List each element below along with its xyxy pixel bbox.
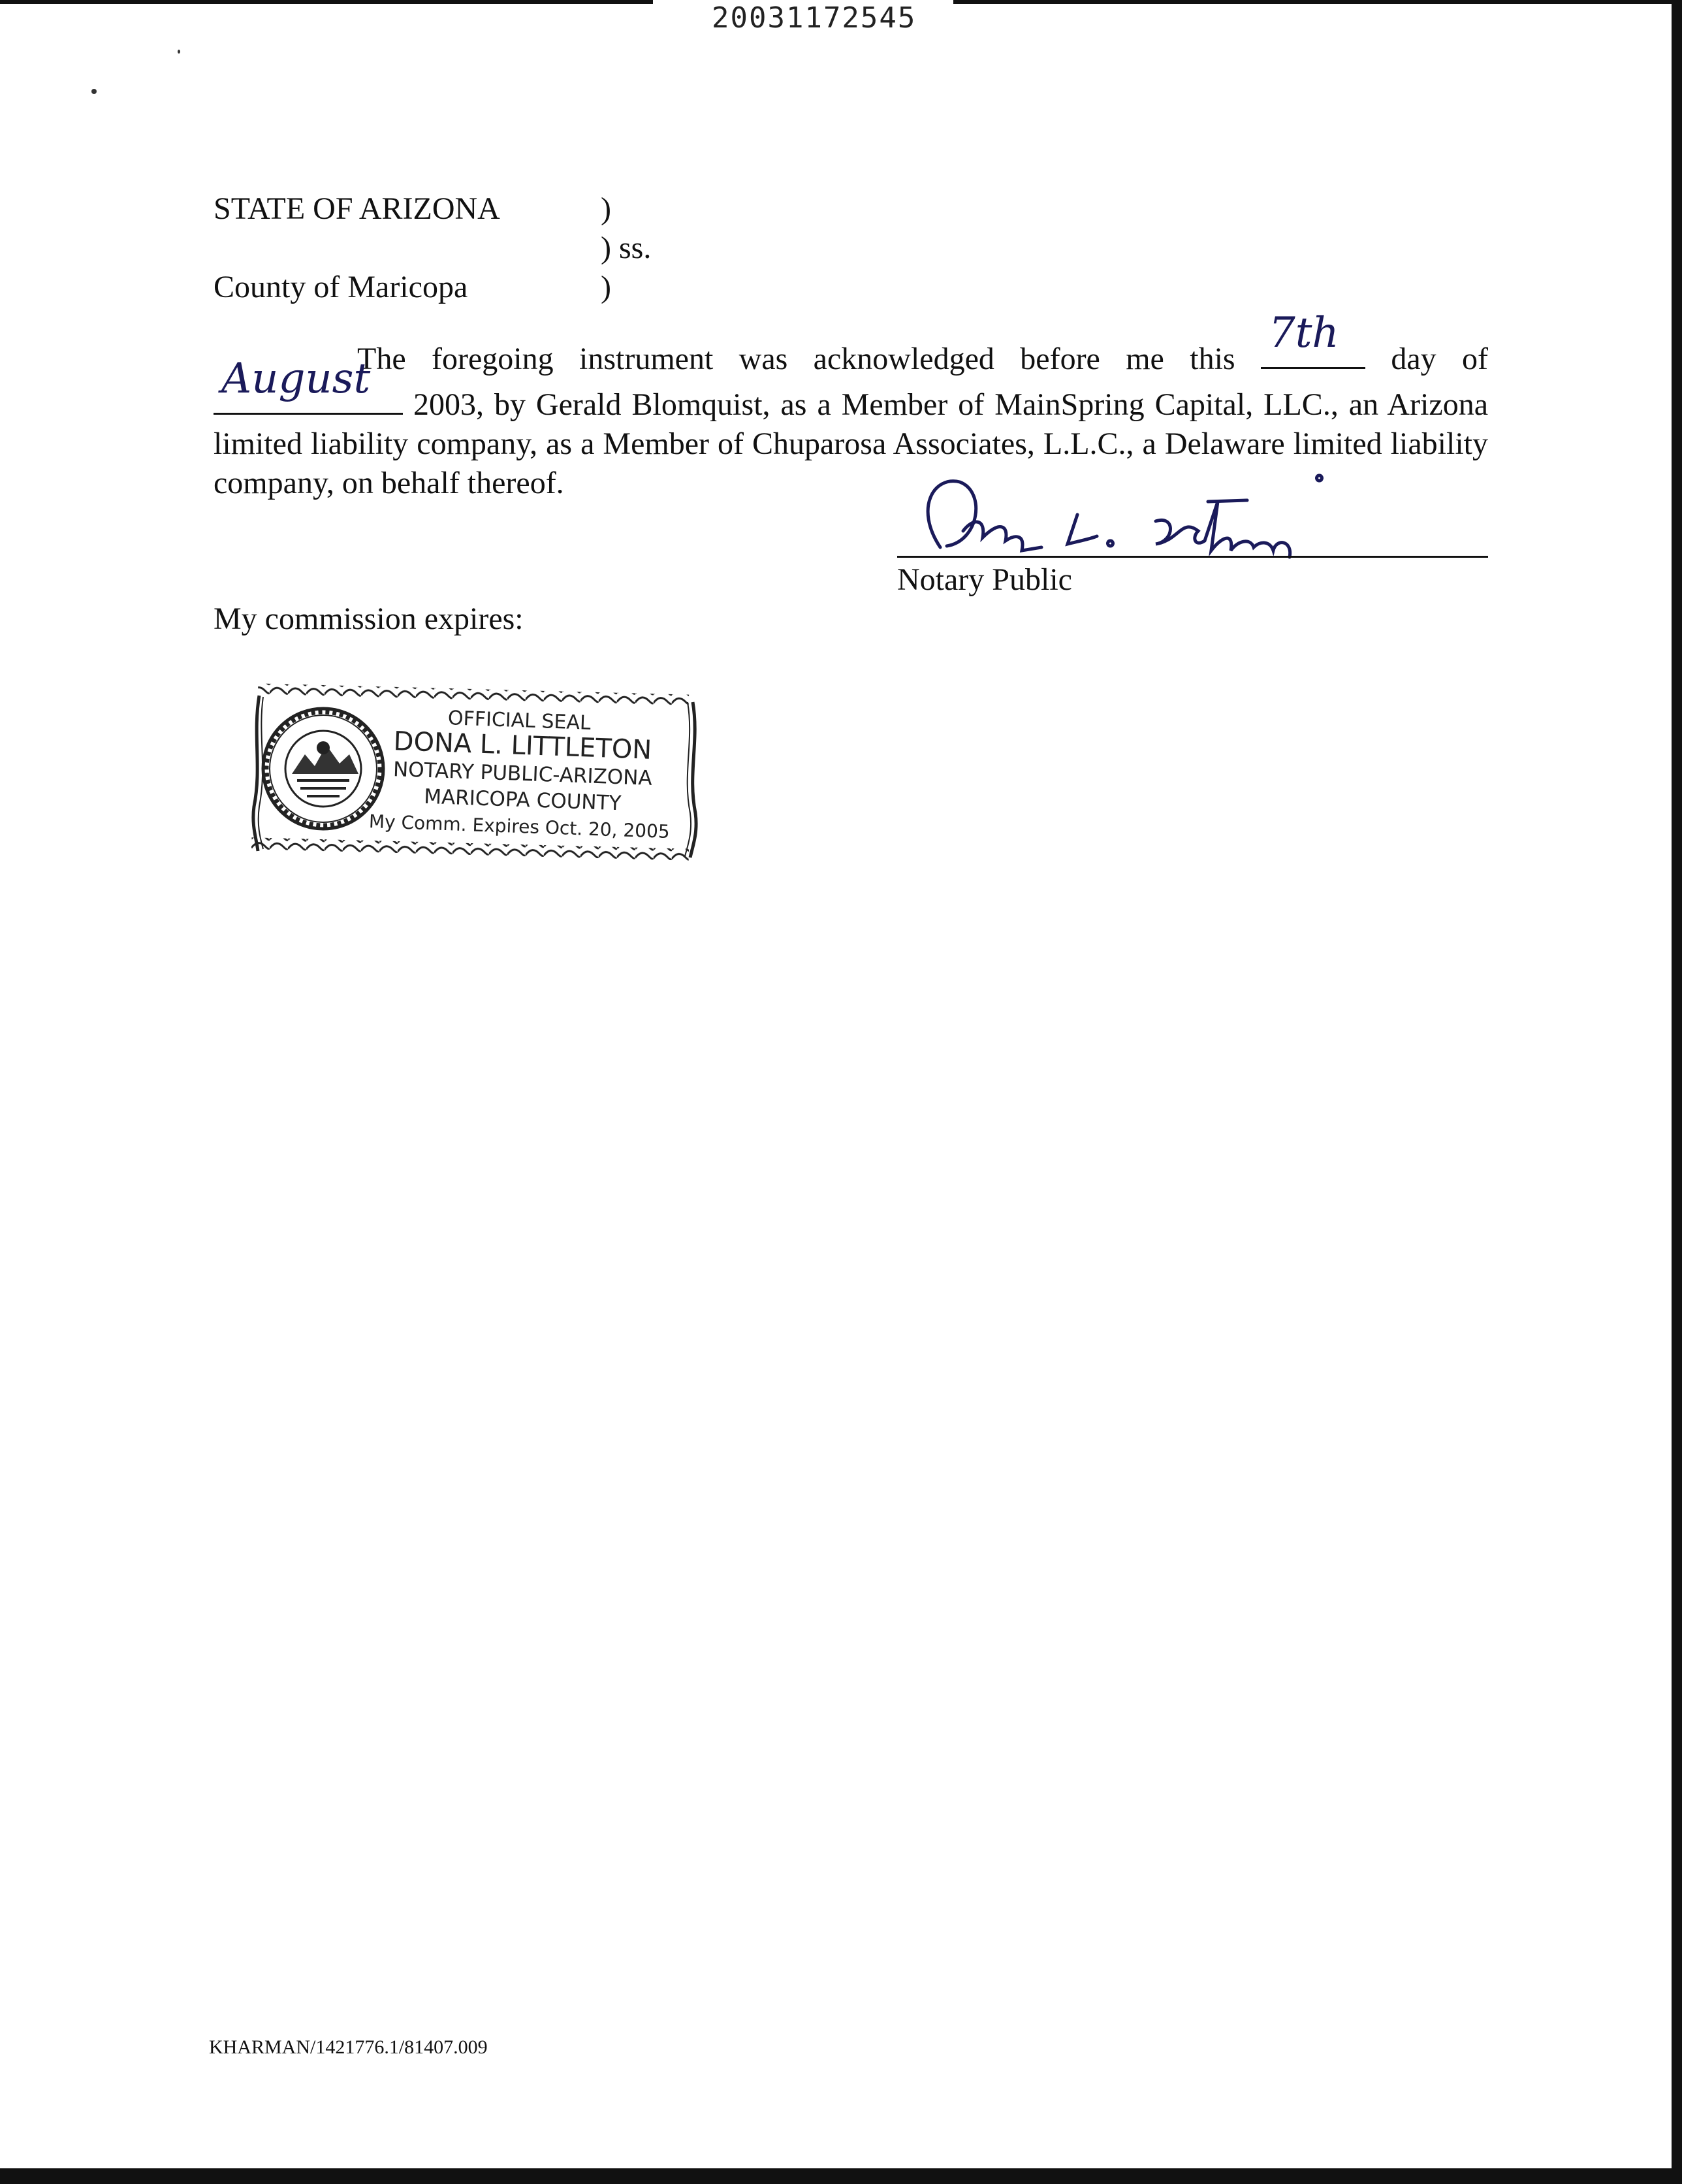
ack-text-before-day: The foregoing instrument was acknowledged before me this [357, 342, 1235, 376]
signature-scribble-icon [901, 469, 1371, 560]
official-seal-stamp [251, 682, 702, 865]
scan-speck [178, 50, 180, 54]
seal-line-2: DONA L. LITTLETON [392, 726, 652, 765]
seal-line-1: OFFICIAL SEAL [447, 707, 592, 735]
handwritten-month: August [221, 355, 371, 403]
handwritten-day: 7th [1268, 309, 1339, 357]
venue-paren-top: ) [601, 191, 611, 226]
top-rule-right [953, 0, 1672, 4]
ack-text-between: day of [1391, 342, 1489, 376]
seal-line-3: NOTARY PUBLIC-ARIZONA [392, 758, 653, 790]
venue-state: STATE OF ARIZONA [214, 191, 500, 226]
seal-line-5: My Comm. Expires Oct. 20, 2005 [368, 810, 671, 843]
month-blank [214, 355, 403, 415]
footer-reference: KHARMAN/1421776.1/81407.009 [209, 2036, 488, 2058]
notary-public-caption: Notary Public [897, 562, 1072, 597]
arizona-state-seal-icon [263, 709, 383, 829]
venue-county: County of Maricopa [214, 270, 468, 304]
commission-expires-label: My commission expires: [214, 602, 524, 636]
scan-edge [1672, 0, 1682, 2184]
venue-ss: ) ss. [601, 231, 652, 265]
scan-speck [91, 89, 97, 94]
day-blank [1261, 309, 1365, 369]
top-rule-left [0, 0, 653, 4]
seal-line-4: MARICOPA COUNTY [423, 784, 622, 816]
ack-text-after: 2003, by Gerald Blomquist, as a Member of MainSpring Capital, LLC., an Arizona limited liability company, as a Member of Chuparosa Associates, L.L.C., a Delaware limited liability company, on behalf thereof. [214, 387, 1489, 500]
venue-paren-bottom: ) [601, 270, 611, 304]
document-number: 20031172545 [712, 1, 917, 35]
bottom-rule [0, 2168, 1682, 2184]
signature-line [897, 556, 1488, 558]
